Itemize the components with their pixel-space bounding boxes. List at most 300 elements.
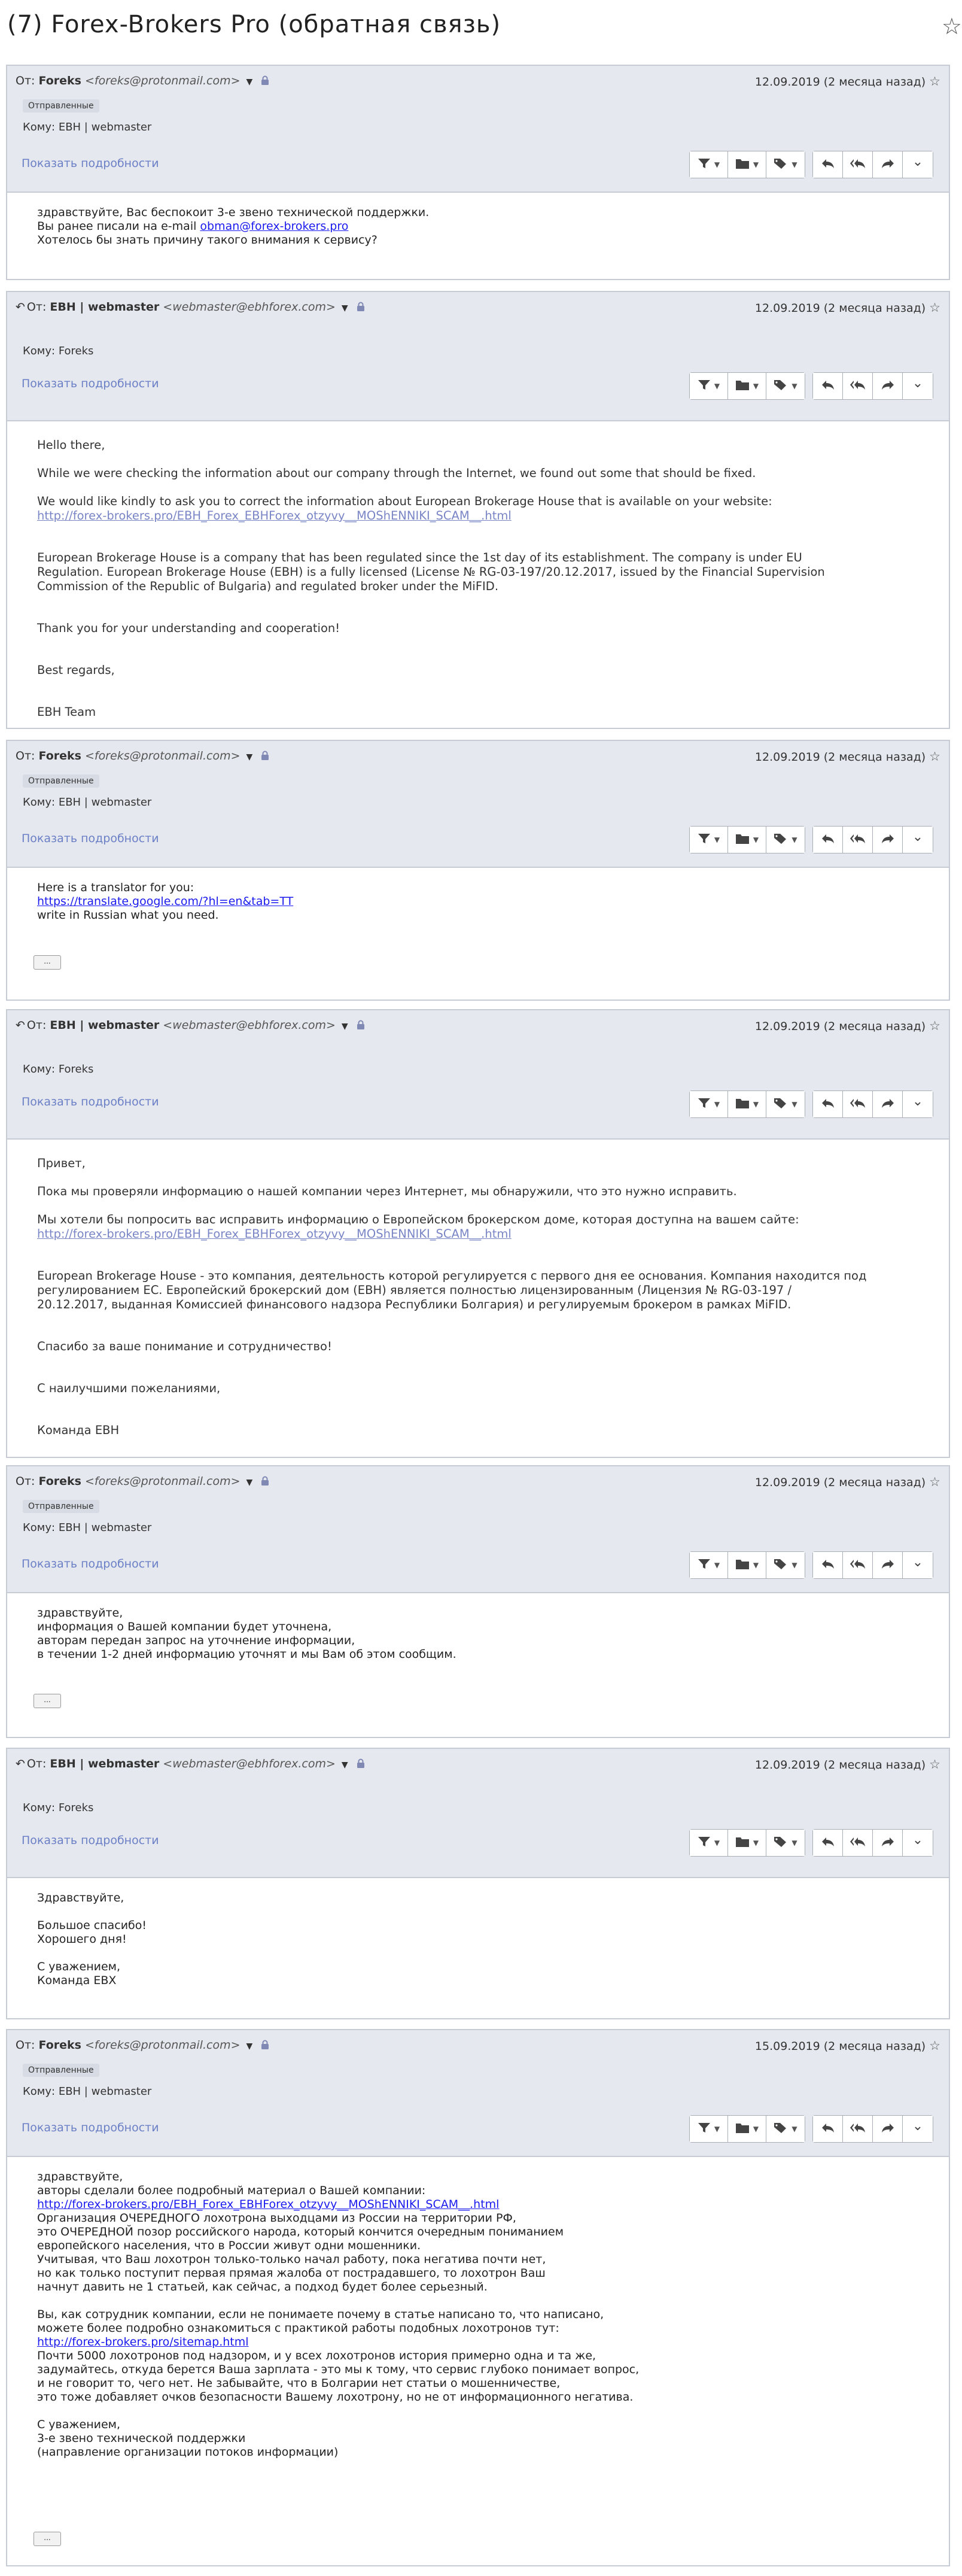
star-icon[interactable]: ☆ xyxy=(929,2039,940,2053)
label-button[interactable] xyxy=(766,2116,805,2142)
show-details-link[interactable]: Показать подробности xyxy=(22,1095,159,1108)
recipient-name: Foreks xyxy=(58,345,94,357)
body-text: Best regards, xyxy=(37,663,115,677)
chevron-down-icon: ▼ xyxy=(753,382,759,390)
from-line xyxy=(16,1757,365,1772)
email-message xyxy=(6,740,950,1001)
body-line xyxy=(37,649,919,663)
reply-all-button[interactable] xyxy=(843,373,873,399)
body-line xyxy=(37,594,919,607)
body-text: информация о Вашей компании будет уточнена, xyxy=(37,1620,332,1633)
move-folder-button[interactable] xyxy=(728,2116,766,2142)
organize-button-group xyxy=(689,151,805,178)
reply-icon xyxy=(821,2122,835,2137)
email-message xyxy=(6,2029,950,2566)
body-line xyxy=(37,206,919,220)
reply-button[interactable] xyxy=(813,1091,843,1117)
body-text: здравствуйте, xyxy=(37,2170,123,2183)
forward-button[interactable] xyxy=(873,151,903,178)
show-quoted-text-button[interactable]: ... xyxy=(34,955,61,970)
forward-button[interactable] xyxy=(873,1552,903,1578)
body-line xyxy=(37,691,919,705)
filter-button[interactable] xyxy=(690,827,728,853)
message-header xyxy=(7,741,949,868)
forward-button[interactable] xyxy=(873,2116,903,2142)
chevron-down-icon[interactable]: ▼ xyxy=(246,1478,253,1487)
chevron-down-icon: ▼ xyxy=(791,160,797,169)
message-body xyxy=(7,868,949,922)
tag-icon xyxy=(774,157,788,172)
show-quoted-text-button[interactable]: ... xyxy=(34,2532,61,2546)
body-line xyxy=(37,705,919,719)
body-text: write in Russian what you need. xyxy=(37,909,219,922)
body-line xyxy=(37,1255,919,1269)
chevron-down-icon: ▼ xyxy=(753,1839,759,1847)
body-text: Хотелось бы знать причину такого внимания к сервису? xyxy=(37,233,378,247)
from-line xyxy=(16,1019,365,1033)
chevron-down-icon: ▼ xyxy=(714,836,720,844)
reply-button-group xyxy=(812,151,933,178)
organize-button-group xyxy=(689,1551,805,1579)
message-date xyxy=(755,1475,940,1489)
move-folder-button[interactable] xyxy=(728,827,766,853)
body-line xyxy=(37,881,919,895)
chevron-down-icon[interactable]: ▼ xyxy=(246,77,253,87)
label-button[interactable] xyxy=(766,1091,805,1117)
body-link[interactable]: http://forex-brokers.pro/EBH_Forex_EBHForex_otzyvy__MOShENNIKI_SCAM__.html xyxy=(37,509,512,523)
lock-icon xyxy=(357,1758,365,1772)
show-details-link[interactable]: Показать подробности xyxy=(22,1557,159,1570)
body-line xyxy=(37,1634,919,1648)
body-line xyxy=(37,1620,919,1634)
label-button[interactable] xyxy=(766,373,805,399)
from-line xyxy=(16,2039,269,2053)
from-line xyxy=(16,749,269,764)
email-message xyxy=(6,291,950,729)
filter-icon xyxy=(698,379,711,394)
message-toolbar xyxy=(689,1829,933,1857)
email-message xyxy=(6,1009,950,1458)
date-text: 15.09.2019 (2 месяца назад) xyxy=(754,2040,926,2053)
more-actions-button[interactable] xyxy=(903,1552,933,1578)
body-line xyxy=(37,2267,919,2280)
forward-icon xyxy=(881,833,895,847)
body-line xyxy=(37,1946,919,1960)
sender-name[interactable]: EBH | webmaster xyxy=(50,1757,160,1770)
reply-button[interactable] xyxy=(813,373,843,399)
body-text: Здравствуйте, xyxy=(37,1891,124,1904)
reply-all-icon xyxy=(850,379,866,394)
folder-icon xyxy=(735,379,750,394)
body-text: это ОЧЕРЕДНОЙ позор российского народа, который кончится очередным пониманием xyxy=(37,2225,564,2238)
to-line xyxy=(23,121,151,133)
message-body xyxy=(7,193,949,247)
reply-button[interactable] xyxy=(813,2116,843,2142)
label-button[interactable] xyxy=(766,1552,805,1578)
sender-name[interactable]: EBH | webmaster xyxy=(50,300,160,314)
filter-icon xyxy=(698,1558,711,1573)
tag-icon xyxy=(774,2122,788,2137)
chevron-down-icon[interactable]: ▼ xyxy=(341,1022,348,1031)
body-text: это тоже добавляет очков безопасности Вашему лохотрону, но не от информационного негатива. xyxy=(37,2390,634,2404)
message-body xyxy=(7,1140,949,1438)
reply-button-group xyxy=(812,1551,933,1579)
body-line xyxy=(37,2294,919,2308)
move-folder-button[interactable] xyxy=(728,373,766,399)
filter-button[interactable] xyxy=(690,1830,728,1856)
body-line xyxy=(37,1241,919,1255)
label-button[interactable] xyxy=(766,1830,805,1856)
recipient-name: Foreks xyxy=(58,1802,94,1814)
body-line xyxy=(37,2170,919,2184)
chevron-down-icon[interactable]: ▼ xyxy=(246,2042,253,2051)
body-line xyxy=(37,523,919,537)
reply-button-group xyxy=(812,1829,933,1857)
body-line xyxy=(37,579,919,594)
star-icon[interactable]: ☆ xyxy=(929,749,940,764)
chevron-down-icon: ⌄ xyxy=(912,1554,924,1570)
from-prefix: От: xyxy=(26,1757,47,1770)
body-text: European Brokerage House - это компания, деятельность которой регулируется с первого дня ее основания. Компания находится под xyxy=(37,1269,867,1283)
body-line xyxy=(37,1227,919,1241)
forward-button[interactable] xyxy=(873,827,903,853)
organize-button-group xyxy=(689,1829,805,1857)
from-prefix: От: xyxy=(26,300,47,314)
message-body xyxy=(7,1593,949,1661)
body-line xyxy=(37,1312,919,1326)
forward-button[interactable] xyxy=(873,1091,903,1117)
body-text: EBH Team xyxy=(37,705,96,719)
body-line xyxy=(37,2418,919,2432)
body-text: Хорошего дня! xyxy=(37,1933,127,1946)
chevron-down-icon: ▼ xyxy=(714,1839,720,1847)
chevron-down-icon: ▼ xyxy=(791,1839,797,1847)
chevron-down-icon: ▼ xyxy=(714,2125,720,2133)
from-prefix: От: xyxy=(16,1475,35,1488)
chevron-down-icon: ⌄ xyxy=(912,829,924,845)
show-details-link[interactable]: Показать подробности xyxy=(22,377,159,390)
chevron-down-icon: ▼ xyxy=(753,2125,759,2133)
replied-arrow-icon: ↶ xyxy=(16,1019,25,1032)
filter-button[interactable] xyxy=(690,2116,728,2142)
chevron-down-icon: ▼ xyxy=(714,1100,720,1108)
to-prefix: Кому: xyxy=(23,121,56,133)
reply-all-button[interactable] xyxy=(843,2116,873,2142)
body-line xyxy=(37,1368,919,1381)
body-line xyxy=(37,2239,919,2253)
tag-icon xyxy=(774,833,788,847)
filter-button[interactable] xyxy=(690,151,728,178)
reply-button[interactable] xyxy=(813,827,843,853)
sender-email: <foreks@protonmail.com> xyxy=(85,74,240,87)
body-line xyxy=(37,2308,919,2322)
sender-name[interactable]: Foreks xyxy=(38,749,81,763)
body-line xyxy=(37,1199,919,1213)
lock-icon xyxy=(261,2040,269,2053)
star-icon[interactable]: ☆ xyxy=(929,1019,940,1033)
sender-name[interactable]: Foreks xyxy=(38,2039,81,2052)
sender-email: <webmaster@ebhforex.com> xyxy=(163,1757,336,1770)
body-text: С уважением, xyxy=(37,1960,121,1973)
reply-all-icon xyxy=(850,2122,866,2137)
body-line xyxy=(37,1283,919,1298)
forward-icon xyxy=(881,2122,895,2137)
sender-email: <foreks@protonmail.com> xyxy=(85,749,240,763)
email-message xyxy=(6,1465,950,1738)
body-line xyxy=(37,663,919,678)
chevron-down-icon: ▼ xyxy=(714,382,720,390)
sender-email: <foreks@protonmail.com> xyxy=(85,1475,240,1488)
tag-icon xyxy=(774,1836,788,1851)
body-link[interactable]: obman@forex-brokers.pro xyxy=(200,220,349,233)
move-folder-button[interactable] xyxy=(728,1830,766,1856)
email-message xyxy=(6,65,950,280)
chevron-down-icon: ⌄ xyxy=(912,154,924,169)
body-line xyxy=(37,1396,919,1409)
body-text: Вы, как сотрудник компании, если не понимаете почему в статье написано то, что написано, xyxy=(37,2308,604,2321)
reply-icon xyxy=(821,1558,835,1573)
chevron-down-icon[interactable]: ▼ xyxy=(246,752,253,762)
reply-all-button[interactable] xyxy=(843,1552,873,1578)
body-text: We would like kindly to ask you to correct the information about European Brokerage House that is available on your website: xyxy=(37,494,772,508)
filter-icon xyxy=(698,157,711,172)
sender-name[interactable]: Foreks xyxy=(38,74,81,87)
message-header xyxy=(7,2030,949,2157)
body-line xyxy=(37,1339,919,1354)
recipient-name: EBH | webmaster xyxy=(58,1521,152,1534)
more-actions-button[interactable] xyxy=(903,2116,933,2142)
from-prefix: От: xyxy=(16,2039,35,2052)
filter-icon xyxy=(698,833,711,847)
body-line xyxy=(37,1156,919,1171)
show-details-link[interactable]: Показать подробности xyxy=(22,157,159,170)
forward-icon xyxy=(881,1097,895,1112)
body-text: Команда ЕВХ xyxy=(37,1974,117,1987)
forward-icon xyxy=(881,1836,895,1851)
body-line xyxy=(37,220,919,233)
to-prefix: Кому: xyxy=(23,1521,56,1534)
forward-button[interactable] xyxy=(873,1830,903,1856)
move-folder-button[interactable] xyxy=(728,1552,766,1578)
organize-button-group xyxy=(689,826,805,853)
replied-arrow-icon: ↶ xyxy=(16,1757,25,1770)
body-line xyxy=(37,551,919,565)
chevron-down-icon: ▼ xyxy=(791,2125,797,2133)
body-line xyxy=(37,2280,919,2294)
body-line xyxy=(37,2349,919,2363)
email-message xyxy=(6,1748,950,2019)
more-actions-button[interactable] xyxy=(903,373,933,399)
body-link[interactable]: http://forex-brokers.pro/EBH_Forex_EBHForex_otzyvy__MOShENNIKI_SCAM__.html xyxy=(37,2198,500,2211)
chevron-down-icon[interactable]: ▼ xyxy=(341,1760,348,1770)
reply-icon xyxy=(821,1097,835,1112)
message-body xyxy=(7,1878,949,1988)
label-button[interactable] xyxy=(766,151,805,178)
label-button[interactable] xyxy=(766,827,805,853)
message-body xyxy=(7,2157,949,2459)
tag-icon xyxy=(774,379,788,394)
body-text: 3-е звено технической поддержки xyxy=(37,2432,246,2445)
body-link[interactable]: https://translate.google.com/?hl=en&tab=TT xyxy=(37,895,294,908)
chevron-down-icon: ▼ xyxy=(753,1100,759,1108)
tag-icon xyxy=(774,1097,788,1112)
message-body xyxy=(7,421,949,719)
reply-button-group xyxy=(812,1090,933,1118)
lock-icon xyxy=(357,1020,365,1033)
star-icon[interactable]: ☆ xyxy=(929,1475,940,1489)
body-line xyxy=(37,537,919,551)
body-text: Hello there, xyxy=(37,438,105,452)
chevron-down-icon[interactable]: ▼ xyxy=(341,303,348,313)
reply-all-icon xyxy=(850,157,866,172)
show-quoted-text-button[interactable]: ... xyxy=(34,1694,61,1708)
body-line xyxy=(37,1269,919,1283)
body-text: регулированием ЕС. Европейский брокерский дом (ЕВН) является полностью лицензированным (Лицензия № RG-03-197 / xyxy=(37,1283,792,1297)
more-actions-button[interactable] xyxy=(903,1830,933,1856)
body-text: С уважением, xyxy=(37,2418,121,2431)
filter-button[interactable] xyxy=(690,1091,728,1117)
body-text: авторам передан запрос на уточнение информации, xyxy=(37,1634,355,1647)
reply-button[interactable] xyxy=(813,151,843,178)
more-actions-button[interactable] xyxy=(903,151,933,178)
message-header xyxy=(7,66,949,193)
reply-all-icon xyxy=(850,1836,866,1851)
sender-email: <webmaster@ebhforex.com> xyxy=(163,300,336,314)
message-toolbar xyxy=(689,826,933,853)
body-line xyxy=(37,2363,919,2377)
chevron-down-icon: ▼ xyxy=(753,836,759,844)
chevron-down-icon: ▼ xyxy=(753,160,759,169)
reply-button[interactable] xyxy=(813,1552,843,1578)
recipient-name: EBH | webmaster xyxy=(58,796,152,809)
body-text: задумайтесь, откуда берется Ваша зарплата - это мы к тому, что сервис глубоко понимает вопрос, xyxy=(37,2363,640,2376)
chevron-down-icon: ▼ xyxy=(791,836,797,844)
forward-icon xyxy=(881,157,895,172)
reply-all-button[interactable] xyxy=(843,151,873,178)
filter-button[interactable] xyxy=(690,1552,728,1578)
body-line xyxy=(37,636,919,649)
body-line xyxy=(37,481,919,494)
reply-all-button[interactable] xyxy=(843,1830,873,1856)
body-line xyxy=(37,2184,919,2198)
body-line xyxy=(37,1298,919,1312)
to-line xyxy=(23,1521,151,1534)
to-prefix: Кому: xyxy=(23,796,56,809)
from-line xyxy=(16,300,365,315)
chevron-down-icon: ⌄ xyxy=(912,1832,924,1848)
body-line xyxy=(37,1381,919,1396)
star-icon[interactable]: ☆ xyxy=(929,74,940,89)
message-date xyxy=(755,1019,940,1033)
recipient-name: EBH | webmaster xyxy=(58,121,152,133)
sender-name[interactable]: EBH | webmaster xyxy=(50,1019,160,1032)
body-line xyxy=(37,2432,919,2446)
body-line xyxy=(37,2253,919,2267)
body-line xyxy=(37,452,919,466)
recipient-name: Foreks xyxy=(58,1063,94,1076)
star-icon[interactable]: ☆ xyxy=(929,1757,940,1772)
star-icon[interactable]: ☆ xyxy=(929,300,940,315)
body-line xyxy=(37,494,919,509)
from-line xyxy=(16,1475,269,1489)
body-line xyxy=(37,1919,919,1933)
body-line xyxy=(37,2322,919,2335)
body-line xyxy=(37,1960,919,1974)
message-date xyxy=(755,2039,940,2053)
body-line xyxy=(37,565,919,579)
chevron-down-icon: ▼ xyxy=(714,160,720,169)
reply-icon xyxy=(821,379,835,394)
chevron-down-icon: ⌄ xyxy=(912,1093,924,1109)
body-text: (направление организации потоков информации) xyxy=(37,2446,339,2459)
move-folder-button[interactable] xyxy=(728,1091,766,1117)
lock-icon xyxy=(261,75,269,89)
more-actions-button[interactable] xyxy=(903,1091,933,1117)
body-line xyxy=(37,1648,919,1661)
body-link[interactable]: http://forex-brokers.pro/EBH_Forex_EBHForex_otzyvy__MOShENNIKI_SCAM__.html xyxy=(37,1227,512,1241)
message-header xyxy=(7,1749,949,1878)
body-line xyxy=(37,678,919,691)
show-details-link[interactable]: Показать подробности xyxy=(22,1834,159,1847)
show-details-link[interactable]: Показать подробности xyxy=(22,832,159,845)
body-line xyxy=(37,1905,919,1919)
show-details-link[interactable]: Показать подробности xyxy=(22,2121,159,2134)
reply-all-button[interactable] xyxy=(843,827,873,853)
folder-icon xyxy=(735,833,750,847)
body-line xyxy=(37,466,919,481)
reply-icon xyxy=(821,157,835,172)
body-line xyxy=(37,1184,919,1199)
more-actions-button[interactable] xyxy=(903,827,933,853)
filter-icon xyxy=(698,1097,711,1112)
body-text: Организация ОЧЕРЕДНОГО лохотрона выходцами из России на территории РФ, xyxy=(37,2212,516,2225)
move-folder-button[interactable] xyxy=(728,151,766,178)
body-text: 20.12.2017, выданная Комиссией финансового надзора Республики Болгария) и регулируемым брокером в рамках MiFID. xyxy=(37,1298,791,1311)
filter-button[interactable] xyxy=(690,373,728,399)
message-toolbar xyxy=(689,151,933,178)
to-prefix: Кому: xyxy=(23,1063,56,1076)
body-text: Regulation. European Brokerage House (EBH) is a fully licensed (License № RG-03-197/20.12.2017, issued by the Financial Supervision xyxy=(37,565,825,579)
body-text: Commission of the Republic of Bulgaria) and regulated broker under the MiFID. xyxy=(37,579,499,593)
body-text: While we were checking the information about our company through the Internet, we found out some that should be fixed. xyxy=(37,466,756,480)
folder-icon xyxy=(735,157,750,172)
reply-all-icon xyxy=(850,1097,866,1112)
tag-icon xyxy=(774,1558,788,1573)
body-text: здравствуйте, Вас беспокоит 3-е звено технической поддержки. xyxy=(37,206,430,219)
folder-icon xyxy=(735,1558,750,1573)
star-icon[interactable]: ☆ xyxy=(941,13,962,40)
body-text: Учитывая, что Ваш лохотрон только-только начал работу, пока негатива почти нет, xyxy=(37,2253,546,2266)
page-title: (7) Forex-Brokers Pro (обратная связь) xyxy=(7,11,501,38)
forward-button[interactable] xyxy=(873,373,903,399)
body-link[interactable]: http://forex-brokers.pro/sitemap.html xyxy=(37,2335,249,2349)
body-text: авторы сделали более подробный материал о Вашей компании: xyxy=(37,2184,426,2197)
reply-all-icon xyxy=(850,833,866,847)
sender-name[interactable]: Foreks xyxy=(38,1475,81,1488)
chevron-down-icon: ⌄ xyxy=(912,375,924,391)
folder-icon xyxy=(735,1097,750,1112)
body-line xyxy=(37,2377,919,2390)
reply-all-button[interactable] xyxy=(843,1091,873,1117)
message-toolbar xyxy=(689,1551,933,1579)
reply-button[interactable] xyxy=(813,1830,843,1856)
body-line xyxy=(37,1933,919,1946)
body-line xyxy=(37,1423,919,1438)
message-header xyxy=(7,292,949,421)
message-date xyxy=(755,1757,940,1772)
message-header xyxy=(7,1466,949,1593)
body-line xyxy=(37,1606,919,1620)
